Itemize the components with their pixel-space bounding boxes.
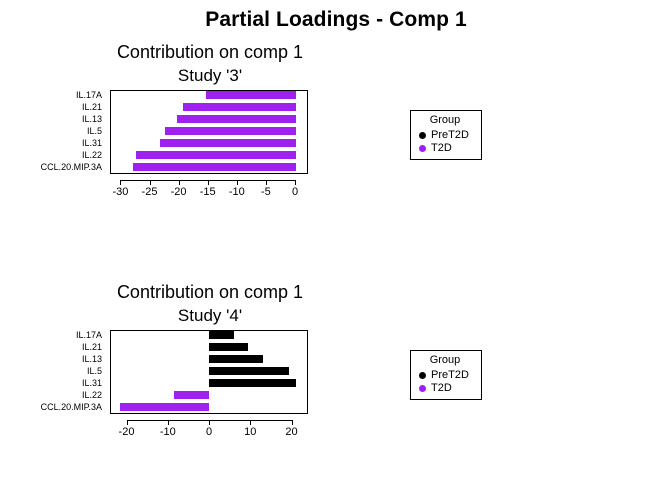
- x-tick-label: 20: [285, 426, 298, 438]
- y-tick-label: IL.31: [81, 138, 102, 148]
- bar-ccl20: [133, 163, 296, 171]
- bar-ccl20: [120, 403, 209, 411]
- panel-subtitle: Study '4': [177, 306, 243, 325]
- legend-item-pret2d: [419, 129, 471, 141]
- bar-il5: [209, 367, 289, 375]
- x-tick-label: -10: [228, 186, 245, 198]
- y-tick-label: IL.5: [86, 366, 102, 376]
- bar-il22: [174, 391, 209, 399]
- plot-area-study-4: [110, 330, 308, 414]
- legend-label: T2D: [431, 142, 452, 154]
- legend-dot-icon: [419, 145, 426, 152]
- y-tick-label: IL.22: [81, 390, 102, 400]
- y-tick-label: IL.13: [81, 114, 102, 124]
- legend-title: Group: [429, 114, 461, 126]
- legend-item-t2d: [419, 382, 471, 394]
- panel-title: Contribution on comp 1: [116, 42, 304, 62]
- x-tick-label: -25: [141, 186, 158, 198]
- x-tick-label: -10: [159, 426, 176, 438]
- y-tick-label: IL.17A: [75, 330, 102, 340]
- bar-il5: [165, 127, 296, 135]
- legend-study-3: [410, 110, 482, 160]
- legend-item-t2d: [419, 142, 471, 154]
- plot-area-study-3: [110, 90, 308, 174]
- bar-il22: [136, 151, 296, 159]
- x-axis-study-3: [110, 174, 308, 202]
- bar-il21: [209, 343, 248, 351]
- bar-il21: [183, 103, 297, 111]
- x-tick-label: -20: [170, 186, 187, 198]
- y-axis-labels-1: [0, 90, 106, 174]
- bar-il13: [209, 355, 263, 363]
- legend-title: Group: [429, 354, 461, 366]
- x-tick-label: 0: [291, 186, 299, 198]
- x-tick-label: -20: [118, 426, 135, 438]
- x-tick-label: -5: [261, 186, 271, 198]
- x-tick-label: -30: [112, 186, 129, 198]
- y-tick-label: IL.21: [81, 342, 102, 352]
- y-tick-label: IL.5: [86, 126, 102, 136]
- legend-label: PreT2D: [431, 129, 469, 141]
- legend-item-pret2d: [419, 369, 471, 381]
- panel-subtitle: Study '3': [177, 66, 243, 85]
- legend-label: T2D: [431, 382, 452, 394]
- y-tick-label: IL.17A: [75, 90, 102, 100]
- panel-title: Contribution on comp 1: [116, 282, 304, 302]
- y-tick-label: IL.21: [81, 102, 102, 112]
- y-tick-label: IL.31: [81, 378, 102, 388]
- x-tick-label: 0: [205, 426, 213, 438]
- x-tick-label: 10: [244, 426, 257, 438]
- legend-study-4: [410, 350, 482, 400]
- bar-il13: [177, 115, 296, 123]
- legend-dot-icon: [419, 132, 426, 139]
- legend-label: PreT2D: [431, 369, 469, 381]
- bar-il31: [209, 379, 296, 387]
- bar-il17a: [209, 331, 234, 339]
- y-tick-label: CCL.20.MIP.3A: [40, 402, 102, 412]
- legend-dot-icon: [419, 372, 426, 379]
- y-tick-label: IL.13: [81, 354, 102, 364]
- bar-il31: [160, 139, 297, 147]
- x-tick-label: -15: [199, 186, 216, 198]
- y-tick-label: CCL.20.MIP.3A: [40, 162, 102, 172]
- bar-il17a: [206, 91, 296, 99]
- page-title: Partial Loadings - Comp 1: [205, 8, 467, 31]
- y-axis-labels-2: [0, 330, 106, 414]
- x-axis-study-4: [110, 414, 308, 442]
- y-tick-label: IL.22: [81, 150, 102, 160]
- legend-dot-icon: [419, 385, 426, 392]
